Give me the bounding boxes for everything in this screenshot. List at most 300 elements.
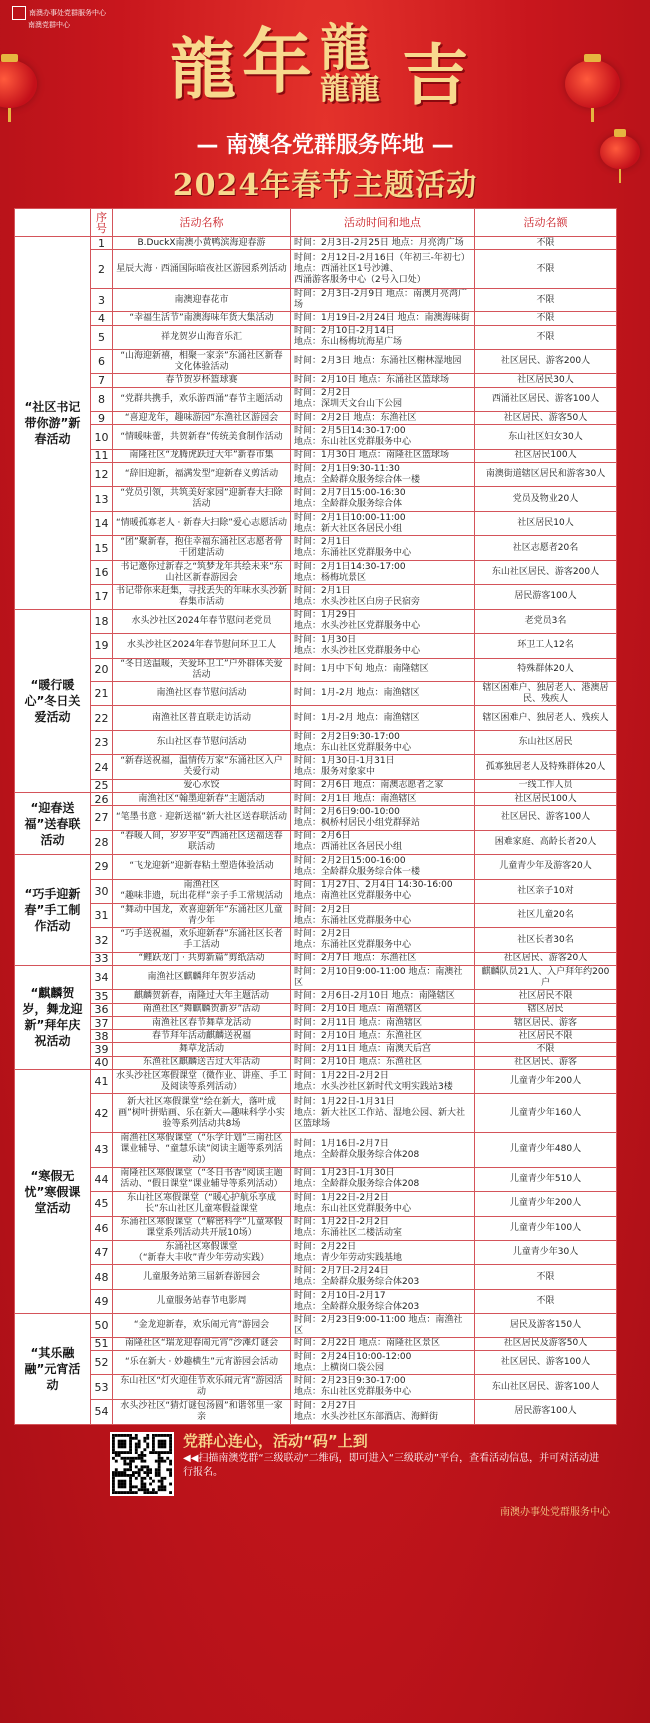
category-label: “暖行暖心”冬日关爱活动 bbox=[15, 609, 91, 792]
activity-name: “乐在新大 · 妙趣横生”元宵游园会活动 bbox=[113, 1350, 291, 1374]
table-row bbox=[15, 730, 617, 754]
activity-quota: 儿童青少年200人 bbox=[475, 1069, 617, 1093]
activity-quota: 不限 bbox=[475, 312, 617, 325]
table-row bbox=[15, 585, 617, 609]
table-row bbox=[15, 755, 617, 779]
activity-name: 书记带你来赶集，寻找丢失的年味水头沙新春集市活动 bbox=[113, 585, 291, 609]
activity-name: “春暖人间，岁岁平安”西涌社区送福送春联活动 bbox=[113, 830, 291, 854]
table-row bbox=[15, 387, 617, 411]
activity-time-place: 时间：1月30日 地点：南隆社区篮球场 bbox=[291, 449, 475, 462]
row-number: 1 bbox=[91, 237, 113, 250]
table-row bbox=[15, 830, 617, 854]
activity-name: 南渔社区春节慰问活动 bbox=[113, 681, 291, 705]
activity-quota: 社区居民不限 bbox=[475, 1030, 617, 1043]
table-row bbox=[15, 325, 617, 349]
header-quota: 活动名额 bbox=[475, 209, 617, 237]
activity-quota: 党员及物业20人 bbox=[475, 487, 617, 511]
activity-quota: 社区居民30人 bbox=[475, 374, 617, 387]
row-number: 27 bbox=[91, 806, 113, 830]
row-number: 35 bbox=[91, 990, 113, 1003]
table-row bbox=[15, 1056, 617, 1069]
activity-time-place: 时间：2月10日 地点：东渔社区 bbox=[291, 1056, 475, 1069]
lantern-left-icon bbox=[0, 60, 37, 108]
activity-quota: 不限 bbox=[475, 250, 617, 289]
activity-time-place: 时间：1月19日-2月24日 地点：南澳海味街 bbox=[291, 312, 475, 325]
table-row bbox=[15, 1399, 617, 1424]
row-number: 15 bbox=[91, 536, 113, 560]
activity-time-place: 时间：2月3日-2月9日 地点：南澳月亮湾广场 bbox=[291, 288, 475, 311]
activity-name: “党群共携手，欢乐游西涌”春节主题活动 bbox=[113, 387, 291, 411]
table-row bbox=[15, 1375, 617, 1399]
activity-quota: 社区居民、游客50人 bbox=[475, 412, 617, 425]
activity-time-place: 时间：2月10日 地点：东渔社区 bbox=[291, 1030, 475, 1043]
table-row bbox=[15, 536, 617, 560]
table-row bbox=[15, 1240, 617, 1264]
activity-time-place: 时间：2月22日 地点：南隆社区景区 bbox=[291, 1337, 475, 1350]
row-number: 8 bbox=[91, 387, 113, 411]
table-row bbox=[15, 952, 617, 965]
activity-name: 儿童服务站春节电影周 bbox=[113, 1289, 291, 1313]
row-number: 43 bbox=[91, 1133, 113, 1168]
row-number: 9 bbox=[91, 412, 113, 425]
activity-name: 书记邀你过新春之“筑梦龙年共绘未来”东山社区新春游园会 bbox=[113, 560, 291, 584]
activity-quota: 辖区困难户、独居老人、港澳居民、残疾人 bbox=[475, 681, 617, 705]
footer-description: ◀◀扫描南澳党群“三级联动”二维码，即可进入“三级联动”平台，查看活动信息，并可对活动进行报名。 bbox=[183, 1453, 600, 1478]
activity-name: “新春送祝福，温情传万家”东涌社区入户关爱行动 bbox=[113, 755, 291, 779]
activity-name: “情暖孤寡老人 · 新春大扫除”爱心志愿活动 bbox=[113, 511, 291, 535]
activity-time-place: 时间：2月1日 地点：南渔辖区 bbox=[291, 792, 475, 805]
table-header-row bbox=[15, 209, 617, 237]
activity-time-place: 时间：2月6日9:00-10:00 地点：枫桥村居民小组党群驿站 bbox=[291, 806, 475, 830]
table-row bbox=[15, 1094, 617, 1133]
row-number: 14 bbox=[91, 511, 113, 535]
row-number: 48 bbox=[91, 1265, 113, 1289]
table-row bbox=[15, 1265, 617, 1289]
activity-quota: 东山社区居民、游客200人 bbox=[475, 560, 617, 584]
activity-time-place: 时间：2月5日14:30-17:00 地点：东山社区党群服务中心 bbox=[291, 425, 475, 449]
activity-time-place: 时间：2月2日15:00-16:00 地点：全龄群众服务综合体一楼 bbox=[291, 855, 475, 879]
table-row bbox=[15, 425, 617, 449]
activity-name: 水头沙社区2024年春节慰问老党员 bbox=[113, 609, 291, 633]
activity-name: 南隆社区寒假课堂（“冬日书香”阅读主题活动、“假日课堂”课业辅导等系列活动） bbox=[113, 1167, 291, 1191]
row-number: 40 bbox=[91, 1056, 113, 1069]
activity-name: “舞动中国龙，欢喜迎新年”东涌社区儿童青少年 bbox=[113, 903, 291, 927]
row-number: 52 bbox=[91, 1350, 113, 1374]
activity-quota: 儿童青少年160人 bbox=[475, 1094, 617, 1133]
activity-name: 南渔社区“舞麒麟贺新岁”活动 bbox=[113, 1003, 291, 1016]
activity-name: 东渔社区麒麟送吉过大年活动 bbox=[113, 1056, 291, 1069]
activity-quota: 不限 bbox=[475, 325, 617, 349]
activity-name: 星辰大海 · 西涌国际暗夜社区游园系列活动 bbox=[113, 250, 291, 289]
activity-time-place: 时间：2月1日9:30-11:30 地点：全龄群众服务综合体一楼 bbox=[291, 463, 475, 487]
row-number: 37 bbox=[91, 1016, 113, 1029]
activity-name: 春节拜年活动麒麟送祝福 bbox=[113, 1030, 291, 1043]
calligraphy-char-4: 龍龍 bbox=[320, 72, 380, 107]
activity-name: 南渔社区普直联走访活动 bbox=[113, 706, 291, 730]
activity-quota: 社区长者30名 bbox=[475, 928, 617, 952]
table-row bbox=[15, 560, 617, 584]
activity-name: 爱心水饺 bbox=[113, 779, 291, 792]
activity-name: “金龙迎新春，欢乐闹元宵”游园会 bbox=[113, 1314, 291, 1337]
activity-quota: 麒麟队员21人、入户拜年约200户 bbox=[475, 966, 617, 990]
row-number: 29 bbox=[91, 855, 113, 879]
table-row bbox=[15, 990, 617, 1003]
activity-name: “辞旧迎新，福满发型”迎新春义剪活动 bbox=[113, 463, 291, 487]
activity-name: 祥龙贺岁山海音乐汇 bbox=[113, 325, 291, 349]
activity-time-place: 时间：2月10日-2月14日 地点：东山杨梅坑海星广场 bbox=[291, 325, 475, 349]
activity-quota: 社区居民、游客200人 bbox=[475, 350, 617, 374]
category-label: “迎春送福”送春联活动 bbox=[15, 792, 91, 854]
activity-time-place: 时间：2月10日 地点：南渔辖区 bbox=[291, 1003, 475, 1016]
row-number: 21 bbox=[91, 681, 113, 705]
activity-quota: 辖区困难户、独居老人、残疾人 bbox=[475, 706, 617, 730]
table-row bbox=[15, 463, 617, 487]
activity-time-place: 时间：1月中下旬 地点：南隆辖区 bbox=[291, 658, 475, 681]
activity-name: “飞龙迎新”迎新春粘土塑造体验活动 bbox=[113, 855, 291, 879]
activity-name: “喜迎龙年，趣味游园”东渔社区游园会 bbox=[113, 412, 291, 425]
activity-quota: 居民游客100人 bbox=[475, 1399, 617, 1424]
activity-quota: 社区居民、游客100人 bbox=[475, 806, 617, 830]
activity-time-place: 时间：1月22日-2月2日 地点：东山社区党群服务中心 bbox=[291, 1192, 475, 1216]
lantern-right-icon bbox=[565, 60, 620, 108]
activity-time-place: 时间：2月10日-2月17 地点：全龄群众服务综合体203 bbox=[291, 1289, 475, 1313]
table-row bbox=[15, 1069, 617, 1093]
activity-quota: 一线工作人员 bbox=[475, 779, 617, 792]
category-label: “社区书记带你游”新春活动 bbox=[15, 237, 91, 610]
activity-time-place: 时间：1月22日-2月2日 地点：水头沙社区新时代文明实践站3楼 bbox=[291, 1069, 475, 1093]
activity-quota: 社区居民不限 bbox=[475, 990, 617, 1003]
activity-quota: 儿童青少年及游客20人 bbox=[475, 855, 617, 879]
activity-name: 南隆社区“瑞龙迎春闹元宵”沙滩灯谜会 bbox=[113, 1337, 291, 1350]
row-number: 2 bbox=[91, 250, 113, 289]
activity-quota: 困难家庭、高龄长者20人 bbox=[475, 830, 617, 854]
activity-quota: 儿童青少年30人 bbox=[475, 1240, 617, 1264]
activity-quota: 儿童青少年510人 bbox=[475, 1167, 617, 1191]
activity-time-place: 时间：2月2日 地点：东涌社区党群服务中心 bbox=[291, 903, 475, 927]
table-row bbox=[15, 1043, 617, 1056]
table-row bbox=[15, 511, 617, 535]
calligraphy-char-2: 年 bbox=[242, 20, 312, 103]
activity-quota: 孤寡独居老人及特殊群体20人 bbox=[475, 755, 617, 779]
activity-quota: 社区居民、游客100人 bbox=[475, 1350, 617, 1374]
row-number: 6 bbox=[91, 350, 113, 374]
table-row bbox=[15, 681, 617, 705]
activity-quota: 儿童青少年100人 bbox=[475, 1216, 617, 1240]
activity-time-place: 时间：2月7日 地点：东渔社区 bbox=[291, 952, 475, 965]
table-row bbox=[15, 855, 617, 879]
row-number: 33 bbox=[91, 952, 113, 965]
activity-time-place: 时间：2月11日 地点：南澳天后宫 bbox=[291, 1043, 475, 1056]
table-row bbox=[15, 609, 617, 633]
activity-quota: 社区儿童20名 bbox=[475, 903, 617, 927]
activity-name: “幸福生活节”南澳海味年货大集活动 bbox=[113, 312, 291, 325]
activity-name: “团”聚新春，抱住幸福东涌社区志愿者骨干团建活动 bbox=[113, 536, 291, 560]
activity-quota: 不限 bbox=[475, 1289, 617, 1313]
activity-quota: 社区居民100人 bbox=[475, 792, 617, 805]
table-row bbox=[15, 1314, 617, 1337]
activity-time-place: 时间：2月6日-2月10日 地点：南隆辖区 bbox=[291, 990, 475, 1003]
table-row bbox=[15, 412, 617, 425]
footer-signature: 南澳办事处党群服务中心 bbox=[500, 1507, 610, 1518]
activity-name: 麒麟贺新春，南隆过大年主题活动 bbox=[113, 990, 291, 1003]
row-number: 44 bbox=[91, 1167, 113, 1191]
row-number: 54 bbox=[91, 1399, 113, 1424]
activity-name: 南渔社区春节舞草龙活动 bbox=[113, 1016, 291, 1029]
activity-time-place: 时间：1月-2月 地点：南渔辖区 bbox=[291, 706, 475, 730]
activity-time-place: 时间：2月2日 地点：东涌社区党群服务中心 bbox=[291, 928, 475, 952]
row-number: 30 bbox=[91, 879, 113, 903]
row-number: 18 bbox=[91, 609, 113, 633]
page-subtitle: — 南澳各党群服务阵地 — bbox=[196, 133, 454, 158]
header-time: 活动时间和地点 bbox=[291, 209, 475, 237]
activity-time-place: 时间：1月30日 地点：水头沙社区党群服务中心 bbox=[291, 634, 475, 658]
row-number: 26 bbox=[91, 792, 113, 805]
table-row bbox=[15, 1003, 617, 1016]
row-number: 19 bbox=[91, 634, 113, 658]
activity-name: 南隆社区“龙腾虎跃过大年”新春市集 bbox=[113, 449, 291, 462]
row-number: 36 bbox=[91, 1003, 113, 1016]
row-number: 17 bbox=[91, 585, 113, 609]
table-row bbox=[15, 1030, 617, 1043]
activity-name: 水头沙社区寒假课堂（微作业、讲座、手工及阅读等系列活动） bbox=[113, 1069, 291, 1093]
table-row bbox=[15, 350, 617, 374]
activity-name: 南渔社区麒麟拜年贺岁活动 bbox=[113, 966, 291, 990]
activity-quota: 不限 bbox=[475, 1043, 617, 1056]
activity-quota: 不限 bbox=[475, 1265, 617, 1289]
activity-time-place: 时间：1月23日-1月30日 地点：全龄群众服务综合体208 bbox=[291, 1167, 475, 1191]
table-row bbox=[15, 1016, 617, 1029]
activity-time-place: 时间：1月-2月 地点：南渔辖区 bbox=[291, 681, 475, 705]
activity-quota: 社区居民10人 bbox=[475, 511, 617, 535]
row-number: 5 bbox=[91, 325, 113, 349]
activity-name: 东山社区“灯火迎佳节欢乐闹元宵”游园活动 bbox=[113, 1375, 291, 1399]
page-title: 2024年春节主题活动 bbox=[172, 168, 478, 203]
row-number: 24 bbox=[91, 755, 113, 779]
table-row bbox=[15, 288, 617, 311]
row-number: 20 bbox=[91, 658, 113, 681]
activity-name: 东山社区寒假课堂（“暖心护航乐享成长”东山社区儿童寒假益课堂 bbox=[113, 1192, 291, 1216]
activity-quota: 社区居民、游客20人 bbox=[475, 952, 617, 965]
activity-time-place: 时间：2月1日 地点：水头沙社区白房子民宿旁 bbox=[291, 585, 475, 609]
activity-time-place: 时间：2月10日 地点：东涌社区篮球场 bbox=[291, 374, 475, 387]
activity-quota: 社区居民、游客 bbox=[475, 1056, 617, 1069]
activity-quota: 儿童青少年480人 bbox=[475, 1133, 617, 1168]
activity-time-place: 时间：2月12日-2月16日（年初三-年初七） 地点：西涌社区1号沙滩、 西涌游客服务中心（2号入口处） bbox=[291, 250, 475, 289]
calligraphy-char-5: 吉 bbox=[402, 36, 468, 114]
row-number: 13 bbox=[91, 487, 113, 511]
activity-time-place: 时间：1月27日、2月4日 14:30-16:00 地点：南渔社区党群服务中心 bbox=[291, 879, 475, 903]
header-no: 序号 bbox=[91, 209, 113, 237]
activity-quota: 社区居民100人 bbox=[475, 449, 617, 462]
calligraphy-char-1: 龍 bbox=[170, 30, 236, 108]
header-name: 活动名称 bbox=[113, 209, 291, 237]
row-number: 10 bbox=[91, 425, 113, 449]
activity-quota: 社区亲子10对 bbox=[475, 879, 617, 903]
table-row bbox=[15, 792, 617, 805]
activity-name: B.DuckX南澳小黄鸭滨海迎春游 bbox=[113, 237, 291, 250]
activity-name: “党员引领，共筑美好家园”迎新春大扫除活动 bbox=[113, 487, 291, 511]
activity-quota: 特殊群体20人 bbox=[475, 658, 617, 681]
activity-name: “情暖味蕾，共贺新春”传统美食制作活动 bbox=[113, 425, 291, 449]
table-row bbox=[15, 312, 617, 325]
category-label: “其乐融融”元宵活动 bbox=[15, 1314, 91, 1425]
activity-name: 舞草龙活动 bbox=[113, 1043, 291, 1056]
activity-quota: 东山社区居民 bbox=[475, 730, 617, 754]
activity-quota: 东山社区妇女30人 bbox=[475, 425, 617, 449]
activity-time-place: 时间：2月10日9:00-11:00 地点：南澳社区 bbox=[291, 966, 475, 990]
table-row bbox=[15, 1133, 617, 1168]
activity-name: 水头沙社区“猜灯谜包汤圆”和谐邻里一家亲 bbox=[113, 1399, 291, 1424]
activity-time-place: 时间：2月23日9:00-11:00 地点：南渔社区 bbox=[291, 1314, 475, 1337]
activity-time-place: 时间：2月2日 地点：深圳天文台山下公园 bbox=[291, 387, 475, 411]
row-number: 38 bbox=[91, 1030, 113, 1043]
logo-mark-icon bbox=[12, 6, 26, 20]
table-row bbox=[15, 1192, 617, 1216]
activity-quota: 辖区居民、游客 bbox=[475, 1016, 617, 1029]
activity-name: 东涌社区寒假课堂 （“新春大丰收”青少年劳动实践） bbox=[113, 1240, 291, 1264]
activity-time-place: 时间：2月1日 地点：东涌社区党群服务中心 bbox=[291, 536, 475, 560]
activity-name: 南渔社区 “趣味非遗，玩出花样”亲子手工常规活动 bbox=[113, 879, 291, 903]
activity-time-place: 时间：1月30日-1月31日 地点：服务对象家中 bbox=[291, 755, 475, 779]
category-label: “麒麟贺岁，舞龙迎新”拜年庆祝活动 bbox=[15, 966, 91, 1070]
row-number: 31 bbox=[91, 903, 113, 927]
table-row bbox=[15, 658, 617, 681]
activity-time-place: 时间：2月23日9:30-17:00 地点：东山社区党群服务中心 bbox=[291, 1375, 475, 1399]
org-line1: 南澳办事处党群服务中心 bbox=[29, 9, 106, 17]
table-row bbox=[15, 1337, 617, 1350]
dragon-year-calligraphy bbox=[170, 6, 490, 116]
table-row bbox=[15, 966, 617, 990]
table-row bbox=[15, 1216, 617, 1240]
table-row bbox=[15, 1350, 617, 1374]
activity-time-place: 时间：2月1日10:00-11:00 地点：新大社区各居民小组 bbox=[291, 511, 475, 535]
row-number: 53 bbox=[91, 1375, 113, 1399]
table-row bbox=[15, 1289, 617, 1313]
row-number: 42 bbox=[91, 1094, 113, 1133]
header-category bbox=[15, 209, 91, 237]
table-row bbox=[15, 806, 617, 830]
row-number: 3 bbox=[91, 288, 113, 311]
activity-time-place: 时间：2月7日15:00-16:30 地点：全龄群众服务综合体 bbox=[291, 487, 475, 511]
activity-time-place: 时间：2月6日 地点：西涌社区各居民小组 bbox=[291, 830, 475, 854]
table-row bbox=[15, 879, 617, 903]
activity-name: 春节贺岁杯篮球赛 bbox=[113, 374, 291, 387]
table-row bbox=[15, 1167, 617, 1191]
activity-time-place: 时间：2月2日 地点：东渔社区 bbox=[291, 412, 475, 425]
row-number: 23 bbox=[91, 730, 113, 754]
activity-time-place: 时间：1月22日-1月31日 地点：新大社区工作站、湿地公园、新大社区篮球场 bbox=[291, 1094, 475, 1133]
activity-quota: 南澳街道辖区居民和游客30人 bbox=[475, 463, 617, 487]
table-row bbox=[15, 449, 617, 462]
row-number: 39 bbox=[91, 1043, 113, 1056]
activity-time-place: 时间：2月2日9:30-17:00 地点：东山社区党群服务中心 bbox=[291, 730, 475, 754]
row-number: 25 bbox=[91, 779, 113, 792]
activity-time-place: 时间：2月1日14:30-17:00 地点：杨梅坑景区 bbox=[291, 560, 475, 584]
table-row bbox=[15, 250, 617, 289]
activity-name: 南渔社区寒假课堂（“乐学计划”三南社区课业辅导、“童慧乐读”阅读主题等系列活动） bbox=[113, 1133, 291, 1168]
activity-time-place: 时间：2月6日 地点：南澳志愿者之家 bbox=[291, 779, 475, 792]
row-number: 50 bbox=[91, 1314, 113, 1337]
activity-name: “鲤跃龙门 · 共剪新篇”剪纸活动 bbox=[113, 952, 291, 965]
row-number: 47 bbox=[91, 1240, 113, 1264]
row-number: 12 bbox=[91, 463, 113, 487]
calligraphy-char-3: 龍 bbox=[320, 18, 370, 77]
activity-quota: 东山社区居民、游客100人 bbox=[475, 1375, 617, 1399]
activity-time-place: 时间：1月22日-2月2日 地点：东涌社区二楼活动室 bbox=[291, 1216, 475, 1240]
activity-name: “巧手送祝福，欢乐迎新春”东涌社区长者手工活动 bbox=[113, 928, 291, 952]
row-number: 49 bbox=[91, 1289, 113, 1313]
footer-title: 党群心连心，活动“码”上到 bbox=[183, 1432, 368, 1450]
table-row bbox=[15, 706, 617, 730]
activity-time-place: 时间：1月16日-2月7日 地点：全龄群众服务综合体208 bbox=[291, 1133, 475, 1168]
activity-time-place: 时间：2月22日 地点：青少年劳动实践基地 bbox=[291, 1240, 475, 1264]
activity-time-place: 时间：2月27日 地点：水头沙社区东部酒店、海鲜街 bbox=[291, 1399, 475, 1424]
activity-name: 儿童服务站第三届新春游园会 bbox=[113, 1265, 291, 1289]
table-row bbox=[15, 237, 617, 250]
row-number: 16 bbox=[91, 560, 113, 584]
activity-time-place: 时间：2月3日 地点：东涌社区榭林湿地园 bbox=[291, 350, 475, 374]
activity-name: “笔墨书意 · 迎新送福”新大社区送春联活动 bbox=[113, 806, 291, 830]
activity-name: “山海迎新禧，相聚一家亲”东涌社区新春文化体验活动 bbox=[113, 350, 291, 374]
activity-quota: 辖区居民 bbox=[475, 1003, 617, 1016]
activity-time-place: 时间：2月24日10:00-12:00 地点：上横岗口袋公园 bbox=[291, 1350, 475, 1374]
table-row bbox=[15, 487, 617, 511]
row-number: 11 bbox=[91, 449, 113, 462]
row-number: 34 bbox=[91, 966, 113, 990]
activity-name: 东涌社区寒假课堂（“解密科学”儿童寒假课堂系列活动共开展10场） bbox=[113, 1216, 291, 1240]
table-body bbox=[15, 237, 617, 1425]
org-line2: 南澳党群中心 bbox=[28, 21, 70, 29]
row-number: 4 bbox=[91, 312, 113, 325]
category-label: “寒假无忧”寒假课堂活动 bbox=[15, 1069, 91, 1313]
table-row bbox=[15, 903, 617, 927]
activity-name: 新大社区寒假课堂“绘在新大，落叶成画”树叶拼贴画、乐在新大—趣味科学小实验等系列活动共8场 bbox=[113, 1094, 291, 1133]
activity-name: “冬日送温暖，关爱环卫工”户外群体关爱活动 bbox=[113, 658, 291, 681]
activity-quota: 居民及游客150人 bbox=[475, 1314, 617, 1337]
activity-name: 南澳迎春花市 bbox=[113, 288, 291, 311]
activity-quota: 儿童青少年200人 bbox=[475, 1192, 617, 1216]
table-row bbox=[15, 374, 617, 387]
row-number: 7 bbox=[91, 374, 113, 387]
row-number: 45 bbox=[91, 1192, 113, 1216]
qr-code-icon[interactable] bbox=[110, 1432, 174, 1496]
activity-time-place: 时间：2月7日-2月24日 地点：全龄群众服务综合体203 bbox=[291, 1265, 475, 1289]
activity-quota: 西涌社区居民、游客100人 bbox=[475, 387, 617, 411]
table-row bbox=[15, 928, 617, 952]
activity-quota: 环卫工人12名 bbox=[475, 634, 617, 658]
row-number: 46 bbox=[91, 1216, 113, 1240]
activity-quota: 社区居民及游客50人 bbox=[475, 1337, 617, 1350]
table-row bbox=[15, 634, 617, 658]
activity-quota: 不限 bbox=[475, 288, 617, 311]
activity-time-place: 时间：2月11日 地点：南渔辖区 bbox=[291, 1016, 475, 1029]
activity-quota: 居民游客100人 bbox=[475, 585, 617, 609]
activity-quota: 不限 bbox=[475, 237, 617, 250]
activity-name: 南渔社区“翰墨迎新春”主题活动 bbox=[113, 792, 291, 805]
activity-time-place: 时间：2月3日-2月25日 地点：月亮湾广场 bbox=[291, 237, 475, 250]
row-number: 28 bbox=[91, 830, 113, 854]
organizer-logo bbox=[12, 6, 106, 30]
row-number: 22 bbox=[91, 706, 113, 730]
row-number: 32 bbox=[91, 928, 113, 952]
activity-name: 水头沙社区2024年春节慰问环卫工人 bbox=[113, 634, 291, 658]
activity-name: 东山社区春节慰问活动 bbox=[113, 730, 291, 754]
activity-quota: 社区志愿者20名 bbox=[475, 536, 617, 560]
category-label: “巧手迎新春”手工制作活动 bbox=[15, 855, 91, 966]
row-number: 51 bbox=[91, 1337, 113, 1350]
row-number: 41 bbox=[91, 1069, 113, 1093]
table-row bbox=[15, 779, 617, 792]
